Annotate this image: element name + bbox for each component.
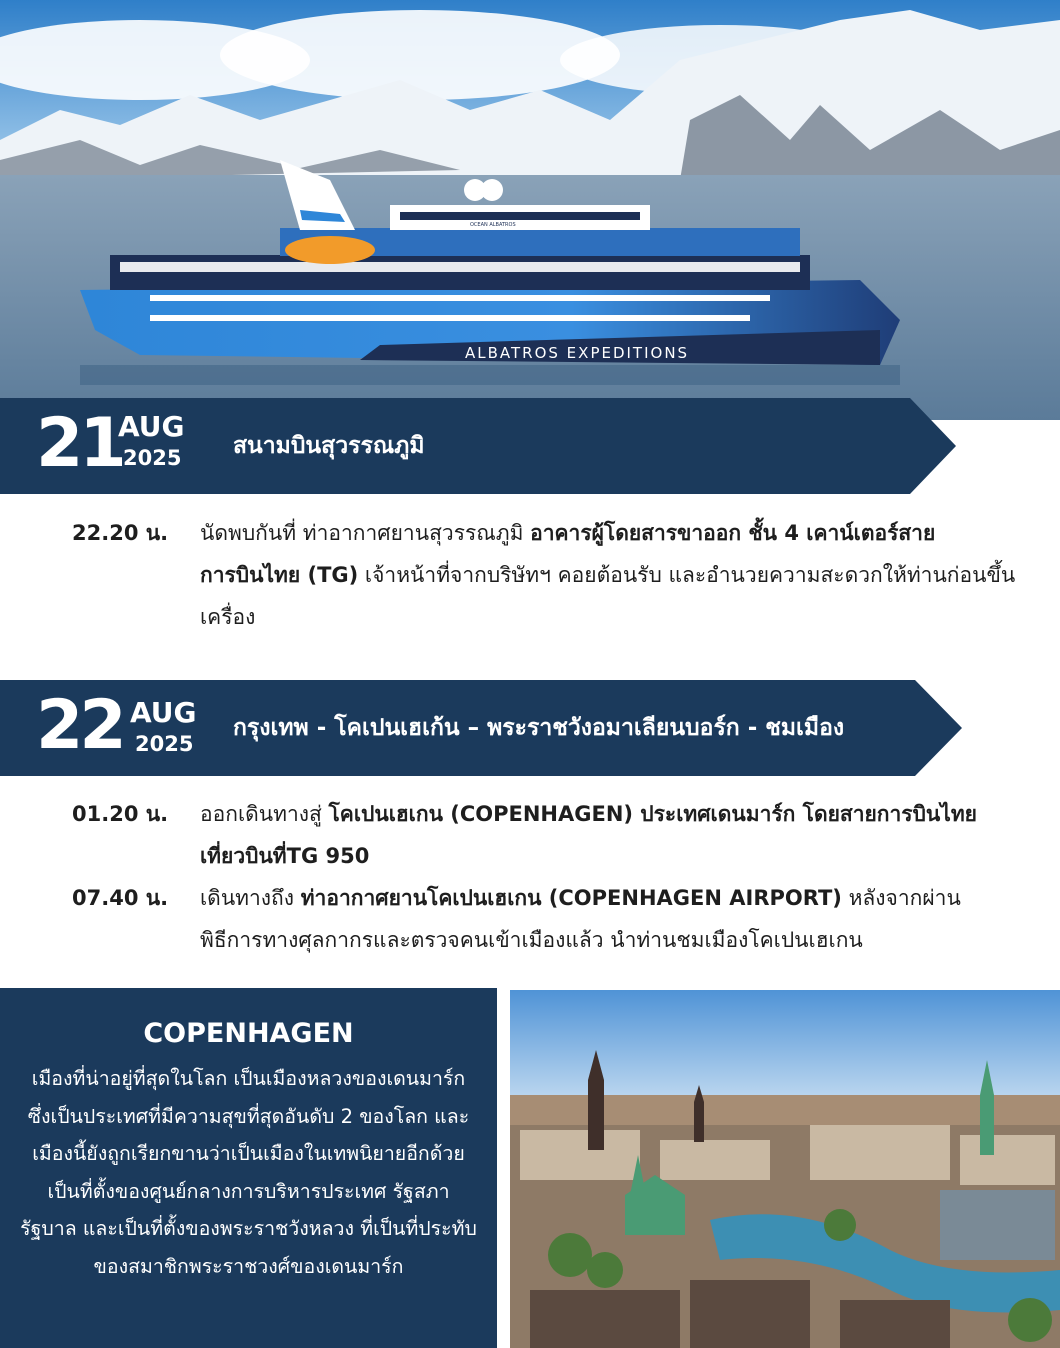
desc-text: เจ้าหน้าที่จากบริษัทฯ คอยต้อนรับ และอำนวยความสะดวกให้ท่านก่อนขึ้นเครื่อง	[200, 563, 1016, 629]
day-number: 22	[36, 686, 123, 765]
city-illustration	[510, 990, 1060, 1348]
itinerary-description	[200, 793, 1020, 877]
itinerary-time: 01.20 น.	[72, 802, 169, 826]
desc-bold: ท่าอากาศยานโคเปนเฮเกน (COPENHAGEN AIRPORT)	[300, 886, 842, 910]
hero-ship-photo	[0, 0, 1060, 420]
itinerary-description	[200, 512, 1020, 638]
day-title: กรุงเทพ - โคเปนเฮเก้น – พระราชวังอมาเลียนบอร์ก - ชมเมือง	[233, 715, 845, 741]
desc-text: ออกเดินทางสู่	[200, 802, 329, 826]
day-banner-1	[0, 398, 960, 494]
year-label: 2025	[123, 446, 182, 470]
day-title: สนามบินสุวรรณภูมิ	[233, 433, 425, 459]
month-label: AUG	[130, 696, 197, 729]
copenhagen-info-box	[0, 988, 497, 1348]
ship-illustration	[0, 0, 1060, 420]
copenhagen-title: COPENHAGEN	[143, 1018, 354, 1049]
copenhagen-city-photo	[510, 990, 1060, 1348]
itinerary-row	[0, 793, 1060, 877]
copenhagen-description: เมืองที่น่าอยู่ที่สุดในโลก เป็นเมืองหลวงของเดนมาร์ก ซึ่งเป็นประเทศที่มีความสุขที่สุดอันดับ 2 ของโลก และเมืองนี้ยังถูกเรียกขานว่าเป็นเมืองในเทพนิยายอีกด้วย เป็นที่ตั้งของศูนย์กลางการบริหารประเทศ รัฐสภา รัฐบาล และเป็นที่ตั้งของพระราชวังหลวง ที่เป็นที่ประทับของสมาชิกพระราชวงศ์ของเดนมาร์ก	[20, 1067, 477, 1278]
itinerary-day-1	[0, 512, 1060, 638]
desc-text: นัดพบกันที่ ท่าอากาศยานสุวรรณภูมิ	[200, 521, 531, 545]
itinerary-time: 07.40 น.	[72, 886, 169, 910]
itinerary-row	[0, 877, 1060, 961]
ship-bridge-name: OCEAN ALBATROS	[470, 222, 516, 228]
ship-hull-name: ALBATROS EXPEDITIONS	[465, 344, 690, 362]
desc-bold: อาคารผู้โดยสารขาออก ชั้น 4 เคาน์เตอร์สายการบินไทย (TG)	[200, 521, 936, 587]
month-label: AUG	[118, 410, 185, 443]
desc-bold: โคเปนเฮเกน (COPENHAGEN) ประเทศเดนมาร์ก โดยสายการบินไทย เที่ยวบินที่TG 950	[200, 802, 977, 868]
itinerary-row	[0, 512, 1060, 638]
day-number: 21	[36, 404, 123, 483]
day-banner-2	[0, 680, 960, 776]
itinerary-day-2	[0, 793, 1060, 961]
desc-text: เดินทางถึง	[200, 886, 301, 910]
itinerary-description	[200, 877, 1020, 961]
year-label: 2025	[135, 732, 194, 756]
desc-text: หลังจากผ่านพิธีการทางศุลกากรและตรวจคนเข้าเมืองแล้ว นำท่านชมเมืองโคเปนเฮเกน	[200, 886, 961, 952]
itinerary-time: 22.20 น.	[72, 521, 169, 545]
